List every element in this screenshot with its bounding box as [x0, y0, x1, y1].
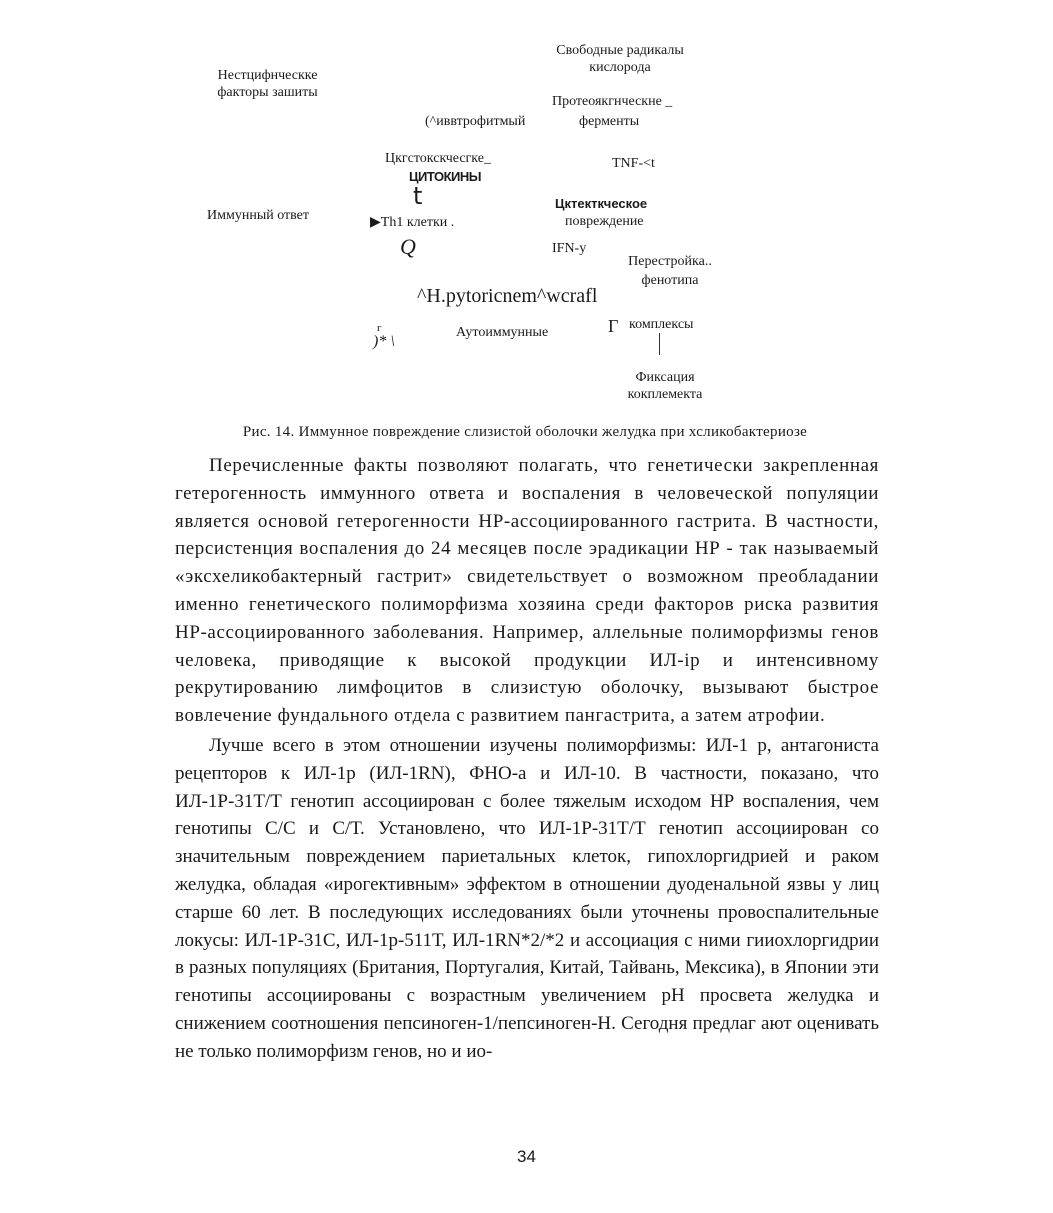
enzymes-label: ферменты — [579, 114, 640, 129]
neutrophil-label: (^иввтрофитмый — [425, 114, 526, 129]
gamma-right-mark: Г — [608, 316, 619, 336]
body-text — [175, 452, 879, 1066]
q-symbol: Q — [400, 234, 416, 259]
fixation-label: Фиксация кокплемекта — [627, 370, 703, 402]
cytotoxic-damage-label: Цктекткческое — [555, 196, 648, 211]
hpylori-label: ^H.pytoricnem^wcrafl — [417, 285, 598, 307]
arrow-up-icon: t — [413, 182, 423, 210]
cytotoxic-line-label: Цкгстокскчесгке_ — [385, 151, 491, 166]
connector-line — [659, 333, 660, 355]
nonspecific-factors-label: Нестцифнческке факторы зашиты — [217, 68, 318, 100]
damage-label: повреждение — [565, 214, 644, 229]
page-number: 34 — [517, 1147, 536, 1166]
symbol-left-mark: )* \ — [373, 333, 395, 350]
figure-caption: Рис. 14. Иммунное повреждение слизистой оболочки желудка при хсликобактериозе — [242, 424, 808, 440]
proteolytic-label: Протеоякгнческне _ — [552, 94, 673, 109]
autoimmune-label: Аутоиммунные — [456, 325, 549, 340]
paragraph-2: Лучше всего в этом отношении изучены полиморфизмы: ИЛ-1 р, антагониста рецепторов к ИЛ-1р (ИЛ-1RN), ФНО-а и ИЛ-10. В частности, показано, что ИЛ-1Р-31Т/Т генотип ассоциирован с более тяжелым исходом НР воспаления, чем генотипы С/С и С/Т. Установлено, что ИЛ-1Р-31Т/Т генотип ассоциирован со значительным повреждением париетальных клеток, гипохлоргидрией и раком желудка, обладая «ирогективным» эффектом в отношении дуоденальной язвы у лиц старше 60 лет. В последующих исследованиях были уточнены провоспалительные локусы: ИЛ-1Р-31С, ИЛ-1р-511Т, ИЛ-1RN*2/*2 и ассоциация с ними гииохлоргидрии в разных популяциях (Британия, Португалия, Китай, Тайвань, Мексика), в Японии эти генотипы ассоциированы с возрастным увеличением рН просвета желудка и снижением соотношения пепсиноген-1/пепсиноген-Н. Сегодня предлаг ают оценивать не только полиморфизм генов, но и ио- — [175, 734, 879, 1062]
paragraph-1: Перечисленные факты позволяют полагать, что генетически закрепленная гетерогенность иммунного ответа и воспаления в человеческой популяции является основой гетерогенности НР-ассоциированного гастрита. В частности, персистенция воспаления до 24 месяцев после эрадикации НР - так называемый «эксхеликобактерный гастрит» свидетельствует о возможном преобладании именно генетического полиморфизма хозяина среди факторов риска развития НР-ассоциированного заболевания. Например, аллельные полиморфизмы генов человека, приводящие к высокой продукции ИЛ-ip и интенсивному рекрутированию лимфоцитов в слизистую оболочку, вызывают быстрое вовлечение фундального отдела с развитием пангастрита, а затем атрофии. — [175, 455, 879, 727]
immune-response-label: Иммунный ответ — [207, 208, 310, 223]
complexes-label: комплексы — [629, 317, 694, 332]
ifn-label: IFN-у — [552, 241, 587, 256]
th1-cells-label: ▶Th1 клетки . — [370, 215, 455, 230]
restructuring-label: Перестройка.. фенотипа — [628, 254, 712, 288]
gamma-left-mark: г — [377, 322, 382, 334]
cytokines-label: ЦИТОКИНЫ — [409, 169, 481, 184]
free-radicals-label: Свободные радикалы кислорода — [556, 43, 684, 75]
tnf-label: TNF-<t — [612, 156, 655, 171]
